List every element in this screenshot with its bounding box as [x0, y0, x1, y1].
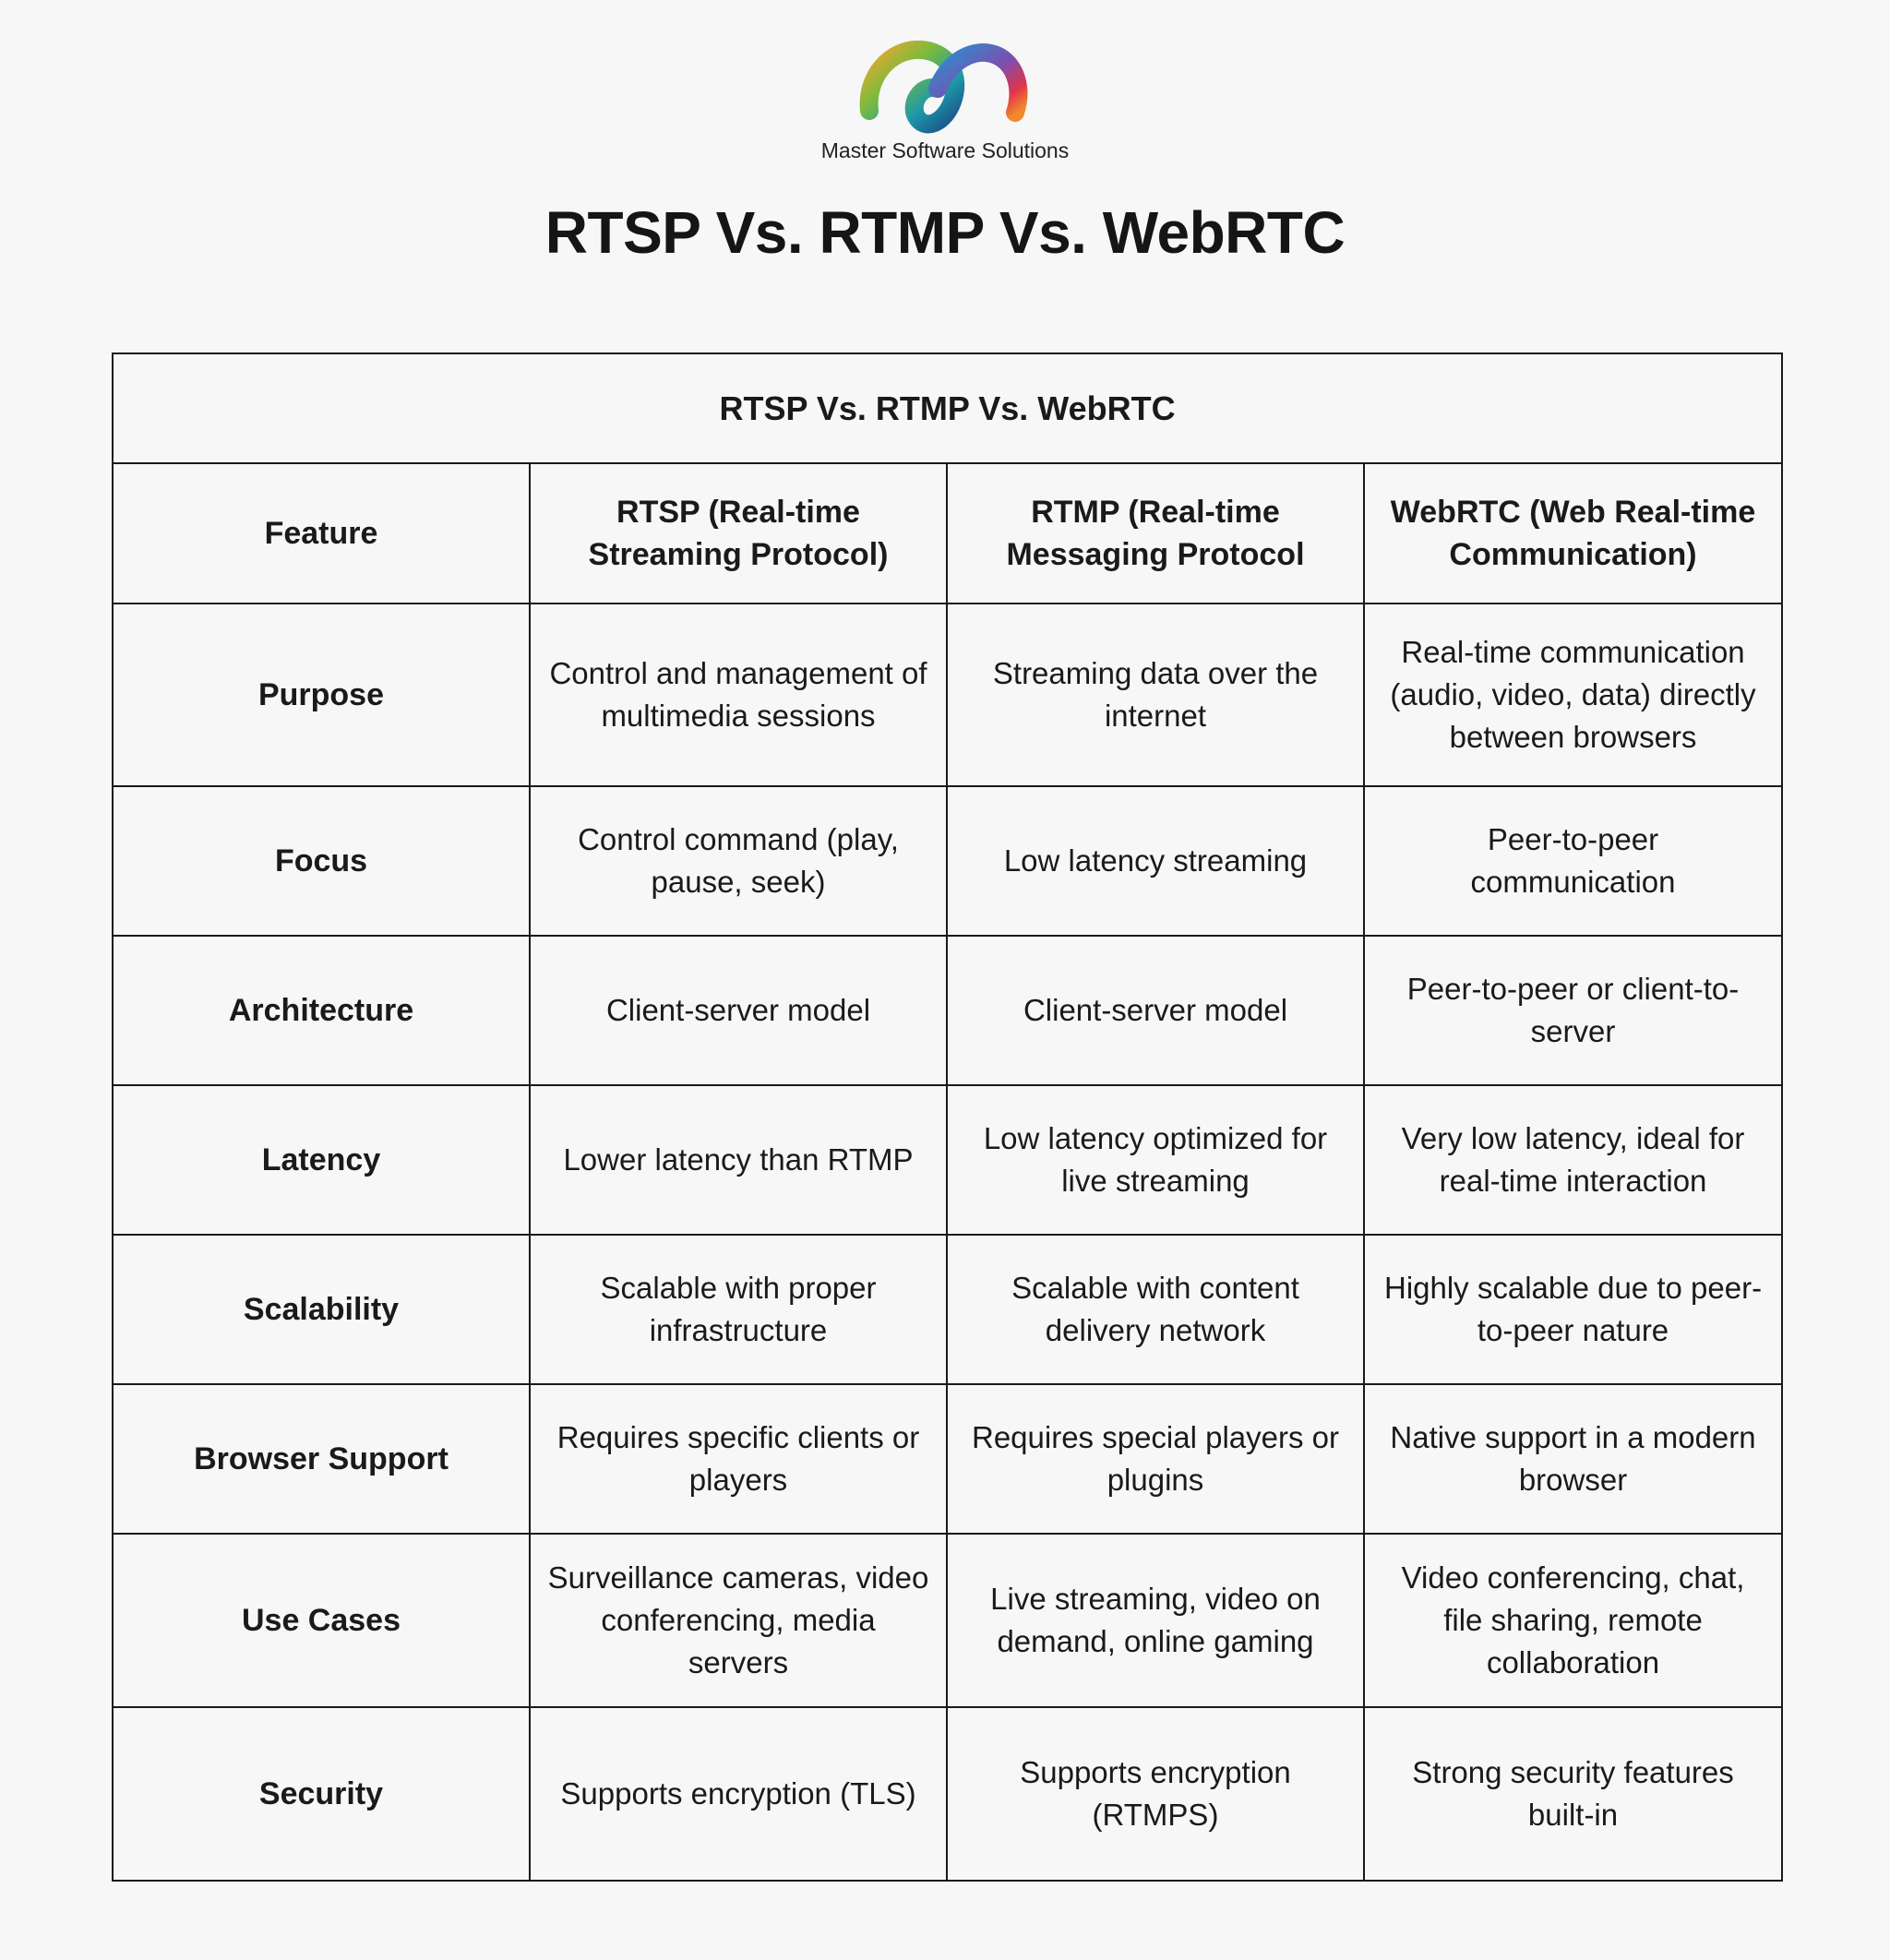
table-row — [113, 1534, 1782, 1707]
rtmp-cell: Low latency streaming — [947, 786, 1364, 936]
webrtc-cell: Peer-to-peer communication — [1364, 786, 1782, 936]
feature-cell: Focus — [113, 786, 530, 936]
column-header-feature: Feature — [113, 463, 530, 604]
rtmp-cell: Client-server model — [947, 936, 1364, 1085]
feature-cell: Scalability — [113, 1235, 530, 1384]
feature-cell: Browser Support — [113, 1384, 530, 1534]
feature-cell: Purpose — [113, 604, 530, 786]
webrtc-cell: Native support in a modern browser — [1364, 1384, 1782, 1534]
table-header-row — [113, 463, 1782, 604]
table-row — [113, 786, 1782, 936]
table-row — [113, 1235, 1782, 1384]
loop-logo-icon — [853, 41, 1037, 142]
rtmp-cell: Low latency optimized for live streaming — [947, 1085, 1364, 1235]
webrtc-cell: Real-time communication (audio, video, data) directly between browsers — [1364, 604, 1782, 786]
column-header-rtsp: RTSP (Real-time Streaming Protocol) — [530, 463, 947, 604]
table-row — [113, 604, 1782, 786]
rtmp-cell: Streaming data over the internet — [947, 604, 1364, 786]
rtsp-cell: Supports encryption (TLS) — [530, 1707, 947, 1881]
table-row — [113, 936, 1782, 1085]
table-row — [113, 1384, 1782, 1534]
webrtc-cell: Video conferencing, chat, file sharing, remote collaboration — [1364, 1534, 1782, 1707]
brand-name: Master Software Solutions — [820, 138, 1070, 162]
feature-cell: Security — [113, 1707, 530, 1881]
rtmp-cell: Requires special players or plugins — [947, 1384, 1364, 1534]
page-title: RTSP Vs. RTMP Vs. WebRTC — [544, 199, 1346, 266]
webrtc-cell: Peer-to-peer or client-to-server — [1364, 936, 1782, 1085]
table-row — [113, 1085, 1782, 1235]
rtsp-cell: Control and management of multimedia sessions — [530, 604, 947, 786]
rtsp-cell: Scalable with proper infrastructure — [530, 1235, 947, 1384]
webrtc-cell: Strong security features built-in — [1364, 1707, 1782, 1881]
column-header-rtmp: RTMP (Real-time Messaging Protocol — [947, 463, 1364, 604]
rtsp-cell: Requires specific clients or players — [530, 1384, 947, 1534]
rtsp-cell: Control command (play, pause, seek) — [530, 786, 947, 936]
rtsp-cell: Client-server model — [530, 936, 947, 1085]
column-header-webrtc: WebRTC (Web Real-time Communication) — [1364, 463, 1782, 604]
rtsp-cell: Lower latency than RTMP — [530, 1085, 947, 1235]
feature-cell: Use Cases — [113, 1534, 530, 1707]
feature-cell: Latency — [113, 1085, 530, 1235]
brand-logo — [853, 41, 1037, 142]
rtsp-cell: Surveillance cameras, video conferencing, media servers — [530, 1534, 947, 1707]
rtmp-cell: Supports encryption (RTMPS) — [947, 1707, 1364, 1881]
comparison-table — [112, 353, 1783, 1882]
table-caption-row — [113, 353, 1782, 463]
rtmp-cell: Scalable with content delivery network — [947, 1235, 1364, 1384]
webrtc-cell: Very low latency, ideal for real-time interaction — [1364, 1085, 1782, 1235]
rtmp-cell: Live streaming, video on demand, online gaming — [947, 1534, 1364, 1707]
table-caption: RTSP Vs. RTMP Vs. WebRTC — [113, 353, 1782, 463]
table-row — [113, 1707, 1782, 1881]
feature-cell: Architecture — [113, 936, 530, 1085]
webrtc-cell: Highly scalable due to peer-to-peer nature — [1364, 1235, 1782, 1384]
